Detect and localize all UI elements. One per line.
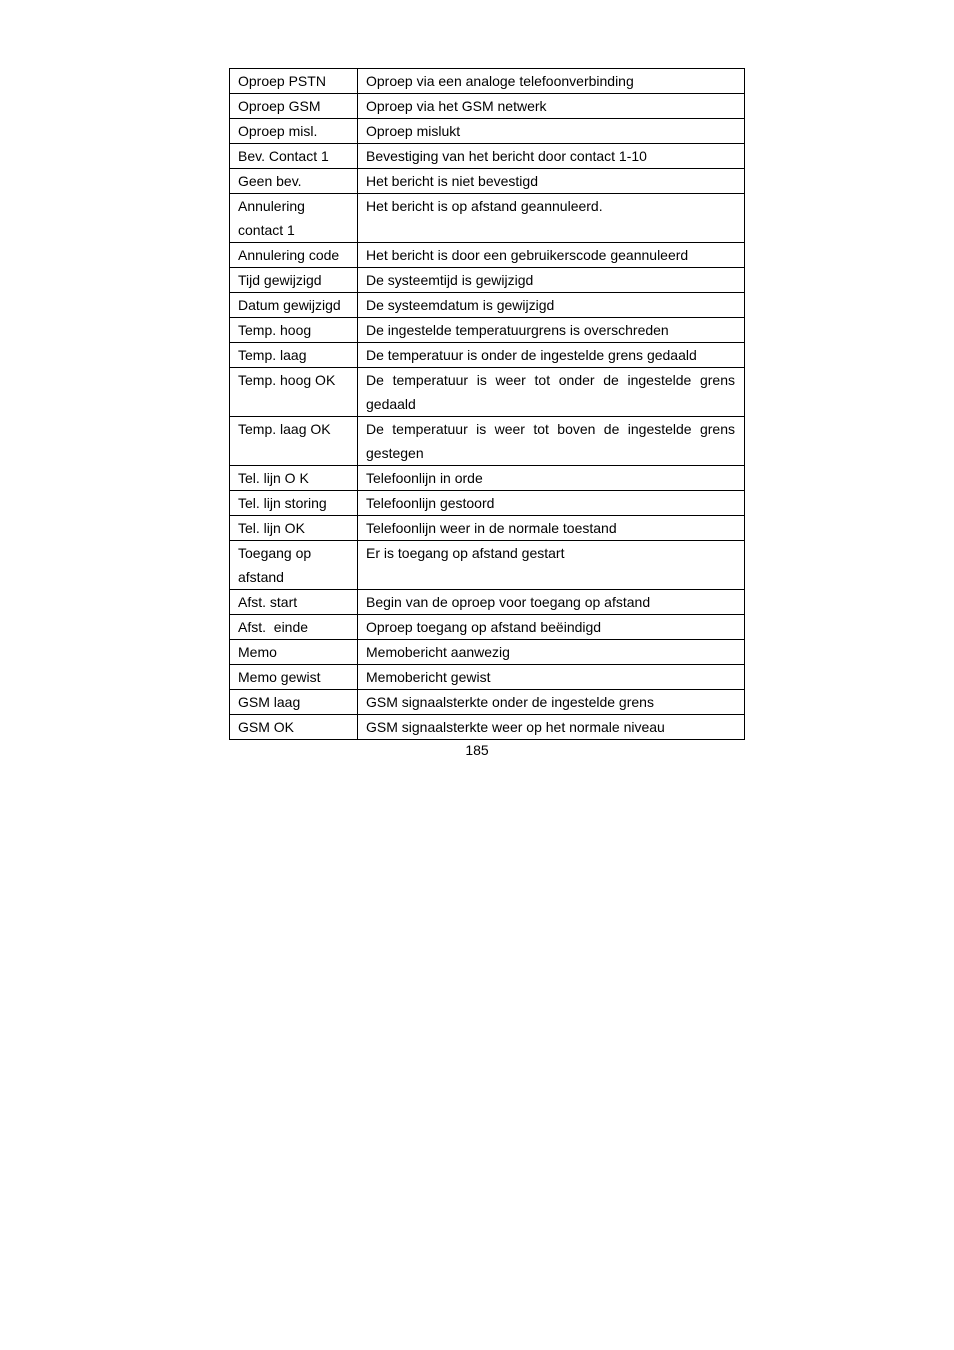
event-name-cell: Toegang op afstand <box>230 541 358 590</box>
event-name-cell: Tel. lijn storing <box>230 491 358 516</box>
event-description-cell: Telefoonlijn weer in de normale toestand <box>358 516 745 541</box>
table-row <box>230 690 745 715</box>
event-description-cell: De temperatuur is weer tot boven de ingestelde grens gestegen <box>358 417 745 466</box>
table-row <box>230 194 745 243</box>
table-row <box>230 343 745 368</box>
event-table <box>229 68 745 740</box>
event-description-cell: Oproep mislukt <box>358 119 745 144</box>
event-description-cell: Oproep via een analoge telefoonverbinding <box>358 69 745 94</box>
event-description-cell: GSM signaalsterkte weer op het normale niveau <box>358 715 745 740</box>
event-table-body <box>230 69 745 740</box>
page-number: 185 <box>465 742 489 758</box>
event-name-cell: Memo <box>230 640 358 665</box>
table-row <box>230 69 745 94</box>
event-name-cell: GSM laag <box>230 690 358 715</box>
event-name-cell: Tijd gewijzigd <box>230 268 358 293</box>
event-name-cell: GSM OK <box>230 715 358 740</box>
event-name-cell: Datum gewijzigd <box>230 293 358 318</box>
table-row <box>230 665 745 690</box>
event-name-cell: Annulering code <box>230 243 358 268</box>
event-name-cell: Temp. laag OK <box>230 417 358 466</box>
event-description-cell: De temperatuur is weer tot onder de ingestelde grens gedaald <box>358 368 745 417</box>
event-description-cell: De systeemtijd is gewijzigd <box>358 268 745 293</box>
table-row <box>230 715 745 740</box>
event-description-cell: De temperatuur is onder de ingestelde grens gedaald <box>358 343 745 368</box>
event-description-cell: Er is toegang op afstand gestart <box>358 541 745 590</box>
table-row <box>230 169 745 194</box>
event-name-cell: Oproep misl. <box>230 119 358 144</box>
table-row <box>230 268 745 293</box>
event-description-cell: Bevestiging van het bericht door contact 1-10 <box>358 144 745 169</box>
event-description-cell: Oproep toegang op afstand beëindigd <box>358 615 745 640</box>
table-row <box>230 516 745 541</box>
event-name-cell: Afst. start <box>230 590 358 615</box>
event-name-cell: Afst. einde <box>230 615 358 640</box>
table-row <box>230 318 745 343</box>
table-row <box>230 417 745 466</box>
event-description-cell: De ingestelde temperatuurgrens is overschreden <box>358 318 745 343</box>
event-description-cell: Het bericht is door een gebruikerscode geannuleerd <box>358 243 745 268</box>
event-name-cell: Annulering contact 1 <box>230 194 358 243</box>
table-row <box>230 466 745 491</box>
event-name-cell: Oproep PSTN <box>230 69 358 94</box>
event-name-cell: Bev. Contact 1 <box>230 144 358 169</box>
event-name-cell: Geen bev. <box>230 169 358 194</box>
event-name-cell: Temp. hoog <box>230 318 358 343</box>
event-description-cell: Telefoonlijn gestoord <box>358 491 745 516</box>
event-name-cell: Memo gewist <box>230 665 358 690</box>
table-row <box>230 640 745 665</box>
event-name-cell: Oproep GSM <box>230 94 358 119</box>
event-name-cell: Temp. laag <box>230 343 358 368</box>
table-row <box>230 615 745 640</box>
event-name-cell: Tel. lijn OK <box>230 516 358 541</box>
table-row <box>230 94 745 119</box>
event-description-cell: Begin van de oproep voor toegang op afstand <box>358 590 745 615</box>
event-description-cell: Oproep via het GSM netwerk <box>358 94 745 119</box>
event-name-cell: Temp. hoog OK <box>230 368 358 417</box>
event-description-cell: Memobericht gewist <box>358 665 745 690</box>
event-description-cell: Memobericht aanwezig <box>358 640 745 665</box>
event-name-cell: Tel. lijn O K <box>230 466 358 491</box>
event-description-cell: Telefoonlijn in orde <box>358 466 745 491</box>
table-row <box>230 144 745 169</box>
event-description-cell: GSM signaalsterkte onder de ingestelde grens <box>358 690 745 715</box>
table-row <box>230 491 745 516</box>
event-description-cell: De systeemdatum is gewijzigd <box>358 293 745 318</box>
table-row <box>230 590 745 615</box>
table-row <box>230 293 745 318</box>
table-row <box>230 541 745 590</box>
event-description-cell: Het bericht is niet bevestigd <box>358 169 745 194</box>
table-row <box>230 119 745 144</box>
table-row <box>230 243 745 268</box>
table-row <box>230 368 745 417</box>
event-description-cell: Het bericht is op afstand geannuleerd. <box>358 194 745 243</box>
